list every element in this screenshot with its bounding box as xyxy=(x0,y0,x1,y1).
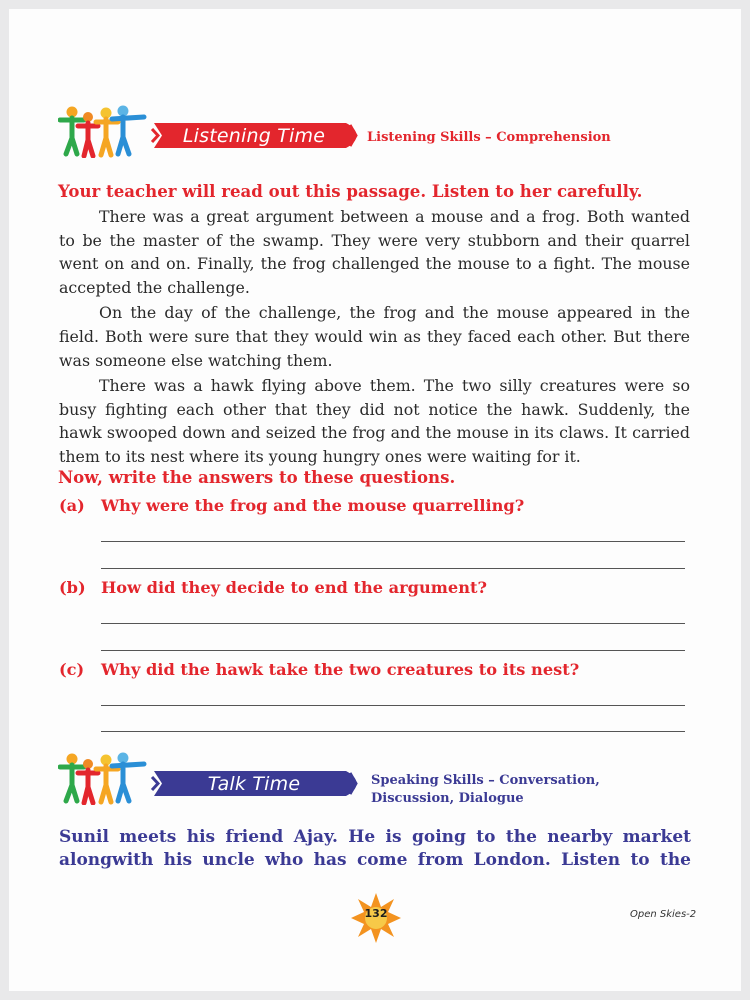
question-c xyxy=(59,660,579,679)
talk-time-banner xyxy=(150,767,358,800)
children-group-icon xyxy=(58,104,150,158)
questions-heading: Now, write the answers to these questions. xyxy=(58,467,456,487)
passage-instruction: Your teacher will read out this passage. Listen to her carefully. xyxy=(58,181,643,201)
speaking-skills-line-2: Discussion, Dialogue xyxy=(371,791,524,806)
passage xyxy=(59,205,690,469)
question-b-label: (b) xyxy=(59,578,86,597)
answer-line-b1[interactable] xyxy=(101,623,685,624)
question-c-text: Why did the hawk take the two creatures to its nest? xyxy=(101,660,580,679)
answer-line-c1[interactable] xyxy=(101,705,685,706)
passage-paragraph-1: There was a great argument between a mouse and a frog. Both wanted to be the master of the swamp. They were very stubborn and their quarrel went on and on. Finally, the frog challenged the mouse to a fight. The mouse accepted the challenge. xyxy=(59,207,690,297)
talk-intro-line-2: alongwith his uncle who has come from London. Listen to the xyxy=(59,850,691,870)
question-b-text: How did they decide to end the argument? xyxy=(101,578,487,597)
speaking-skills-label xyxy=(371,772,600,808)
question-a-text: Why were the frog and the mouse quarrelling? xyxy=(101,496,525,515)
talk-time-label: Talk Time xyxy=(207,772,301,795)
talk-intro-line-1: Sunil meets his friend Ajay. He is going to the nearby market xyxy=(59,827,691,847)
answer-line-c2[interactable] xyxy=(101,731,685,732)
question-c-label: (c) xyxy=(59,660,85,679)
question-a-label: (a) xyxy=(59,496,85,515)
book-title-footer: Open Skies-2 xyxy=(630,909,697,920)
question-b xyxy=(59,578,487,597)
listening-time-label: Listening Time xyxy=(182,124,326,147)
answer-line-b2[interactable] xyxy=(101,650,685,651)
passage-paragraph-3: There was a hawk flying above them. The two silly creatures were so busy fighting each other that they did not notice the hawk. Suddenly, the hawk swooped down and seized the frog and the mouse in its claws. It carried them to its nest where its young hungry ones were waiting for it. xyxy=(59,376,690,466)
question-a xyxy=(59,496,524,515)
listening-skills-label: Listening Skills – Comprehension xyxy=(367,130,611,145)
passage-paragraph-2: On the day of the challenge, the frog and the mouse appeared in the field. Both were sure that they would win as they faced each other. But there was someone else watching them. xyxy=(59,303,690,370)
speaking-skills-line-1: Speaking Skills – Conversation, xyxy=(371,773,600,788)
answer-line-a2[interactable] xyxy=(101,568,685,569)
talk-intro xyxy=(59,826,691,872)
page-number: 132 xyxy=(364,907,388,920)
children-group-icon-2 xyxy=(58,751,150,805)
answer-line-a1[interactable] xyxy=(101,541,685,542)
listening-time-banner xyxy=(150,119,358,152)
